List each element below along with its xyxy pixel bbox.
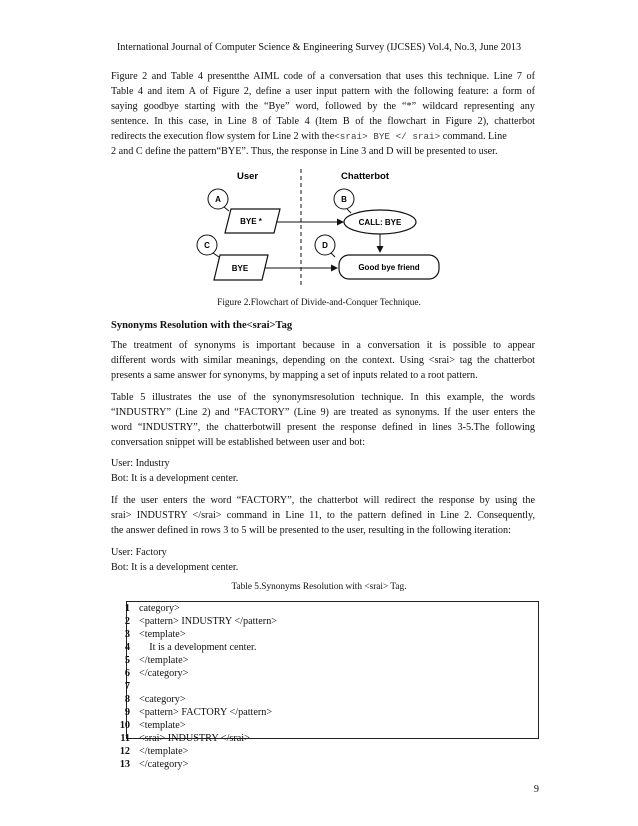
para1-line-3: saying goodbye starting with the “Bye” word, followed by the “*” wildcard representing any <box>111 101 535 112</box>
table-caption: Table 5.Synonyms Resolution with <srai> Tag. <box>231 582 407 592</box>
para4-line-2: srai> INDUSTRY </srai> command in Line 11, to the pattern defined in Line 2. Consequently, <box>111 510 535 521</box>
code-line-number: 2 <box>124 616 130 627</box>
para2-line-1: The treatment of synonyms is important because in a conversation it is possible to appear <box>111 340 535 351</box>
para3-line-4: conversation snippet will be established between user and bot: <box>111 437 366 448</box>
code-line-number: 11 <box>120 733 130 744</box>
para1-line-5-pre: redirects the execution flow system for Line 2 with the <box>111 131 335 142</box>
para2-line-3: presents a same answer for synonyms, by mapping a set of inputs related to a root pattern. <box>111 370 478 381</box>
dialog1-bot: Bot: It is a development center. <box>111 473 239 484</box>
code-line: <category> <box>139 694 186 705</box>
para3-line-3: word “INDUSTRY”, the chatterbotwill present the response defined in lines 3-5.The following <box>111 422 535 433</box>
dialog1-user: User: Industry <box>111 458 170 469</box>
code-line-number: 7 <box>124 681 130 692</box>
section-heading: Synonyms Resolution with the<srai>Tag <box>111 320 293 331</box>
node-d-label: D <box>322 241 328 250</box>
srai-bye-code: <srai> BYE </ srai> <box>334 131 441 142</box>
dialog2-user: User: Factory <box>111 547 167 558</box>
code-line: </template> <box>139 746 189 757</box>
para1-line-5-post: command. Line <box>440 131 507 142</box>
para1-line-4: sentence. In this case, in Line 8 of Table 4 (Item B of the flowchart in Figure 2), chatterbot <box>111 116 535 127</box>
para3-line-1: Table 5 illustrates the use of the synonymsresolution technique. In this example, the words <box>111 392 535 403</box>
code-line-number: 6 <box>124 668 130 679</box>
code-line-number: 13 <box>119 759 130 770</box>
para1-line-1: Figure 2 and Table 4 presentthe AIML code of a conversation that uses this technique. Line 7 of <box>111 71 535 82</box>
connector-b-box <box>347 209 351 213</box>
flowchart-figure <box>193 165 453 290</box>
code-line: </template> <box>139 655 189 666</box>
code-line-number: 10 <box>119 720 130 731</box>
code-line-number: 12 <box>119 746 130 757</box>
node-c-label: C <box>204 241 210 250</box>
code-line: <pattern> INDUSTRY </pattern> <box>139 616 278 627</box>
para3-line-2: “INDUSTRY” (Line 2) and “FACTORY” (Line 9) are treated as synonyms. If the user enters the <box>111 407 535 418</box>
para1-line-5 <box>111 131 535 142</box>
code-line-number: 3 <box>124 629 130 640</box>
connector-c-box <box>213 253 219 257</box>
code-line: It is a development center. <box>139 642 257 653</box>
goodbye-text: Good bye friend <box>358 263 420 272</box>
para1-line-2: Table 4 and item A of Figure 2, define a user input pattern with the following feature: a form of <box>111 86 535 97</box>
bye-star-text: BYE * <box>240 217 262 226</box>
code-line-number: 4 <box>124 642 130 653</box>
para1-line-6: 2 and C define the pattern“BYE”. Thus, the response in Line 3 and D will be presented to user. <box>111 146 498 157</box>
connector-a-box <box>224 207 229 211</box>
bye-text: BYE <box>231 264 249 273</box>
figure-caption: Figure 2.Flowchart of Divide-and-Conquer Technique. <box>217 298 421 308</box>
chatterbot-lane-label: Chatterbot <box>341 171 390 182</box>
code-line: <template> <box>139 629 186 640</box>
para2-line-2: different words with similar meanings, depending on the context. Using <srai> tag the chatterbot <box>111 355 535 366</box>
code-line: <template> <box>139 720 186 731</box>
para4-line-1: If the user enters the word “FACTORY”, the chatterbot will redirect the response by using the <box>111 495 535 506</box>
para4-line-3: the answer defined in rows 3 to 5 will be presented to the user, resulting in the following iteration: <box>111 525 511 536</box>
code-line: </category> <box>139 759 189 770</box>
user-lane-label: User <box>237 171 259 182</box>
call-bye-text: CALL: BYE <box>358 218 402 227</box>
code-line: category> <box>139 603 180 614</box>
code-line-number: 8 <box>124 694 130 705</box>
page-number: 9 <box>533 784 539 795</box>
code-line-number: 9 <box>124 707 130 718</box>
code-line: <pattern> FACTORY </pattern> <box>139 707 273 718</box>
code-line: <srai> INDUSTRY </srai> <box>139 733 250 744</box>
node-a-label: A <box>215 195 221 204</box>
dialog2-bot: Bot: It is a development center. <box>111 562 239 573</box>
code-line-number: 5 <box>124 655 130 666</box>
node-b-label: B <box>341 195 347 204</box>
code-line-number: 1 <box>124 603 130 614</box>
journal-header: International Journal of Computer Science & Engineering Survey (IJCSES) Vol.4, No.3, June 2013 <box>116 42 522 53</box>
connector-d-box <box>331 253 335 257</box>
code-line: </category> <box>139 668 189 679</box>
